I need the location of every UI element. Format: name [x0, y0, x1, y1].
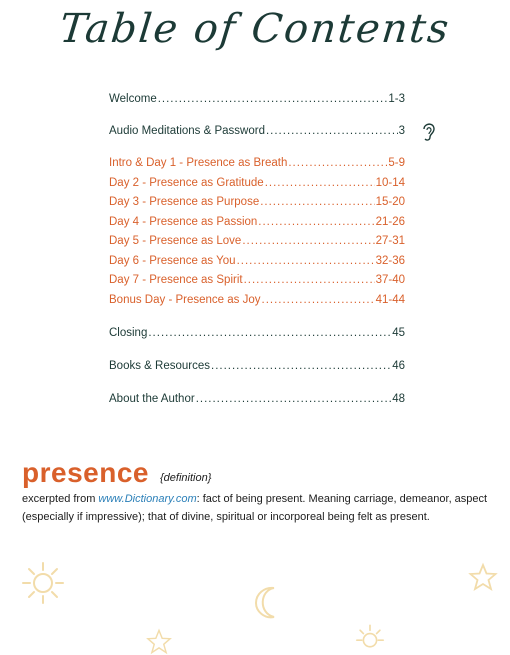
toc-entry-day-1[interactable]: [109, 155, 405, 171]
toc-leader: [148, 325, 391, 341]
toc-label: Bonus Day - Presence as Joy: [109, 294, 261, 306]
toc-entry-welcome[interactable]: [109, 91, 405, 107]
toc-pages: 1-3: [388, 93, 405, 105]
toc-label: Intro & Day 1 - Presence as Breath: [109, 157, 288, 169]
toc-label: Day 5 - Presence as Love: [109, 235, 242, 247]
toc-pages: 10-14: [375, 177, 405, 189]
moon-icon: [252, 585, 286, 621]
toc-label: Day 6 - Presence as You: [109, 255, 236, 267]
toc-leader: [260, 194, 374, 210]
toc-label: Welcome: [109, 93, 157, 105]
toc-entry-day-7[interactable]: [109, 272, 405, 288]
sun-icon: [350, 622, 390, 655]
definition-prefix: excerpted from: [22, 493, 99, 505]
toc-entry-day-3[interactable]: [109, 194, 405, 210]
toc-leader: [266, 123, 398, 139]
toc-leader: [237, 253, 375, 269]
toc-entry-closing[interactable]: [109, 325, 405, 341]
toc-pages: 27-31: [375, 235, 405, 247]
star-icon: [468, 562, 498, 592]
definition-body: : fact of being present. Meaning carriage, demeanor, aspect (especially if impressive); that of divine, spiritual or incorporeal being felt as present.: [22, 493, 488, 523]
toc-pages: 37-40: [375, 274, 405, 286]
toc-entry-day-5[interactable]: [109, 233, 405, 249]
toc-leader: [244, 272, 375, 288]
toc-leader: [262, 292, 375, 308]
toc-leader: [242, 233, 374, 249]
dictionary-link[interactable]: www.Dictionary.com: [98, 493, 197, 505]
toc-leader: [211, 358, 391, 374]
toc-entry-bonus-day[interactable]: [109, 292, 405, 308]
toc-pages: 5-9: [388, 157, 405, 169]
toc-leader: [158, 91, 388, 107]
toc-pages: 41-44: [375, 294, 405, 306]
toc-entry-about-author[interactable]: [109, 391, 405, 407]
toc-pages: 45: [392, 327, 405, 339]
toc-pages: 3: [398, 125, 405, 137]
toc-label: Closing: [109, 327, 148, 339]
toc-label: Day 3 - Presence as Purpose: [109, 196, 260, 208]
toc-label: About the Author: [109, 393, 195, 405]
toc-entry-day-4[interactable]: [109, 214, 405, 230]
toc-label: Day 7 - Presence as Spirit: [109, 274, 243, 286]
toc-leader: [288, 155, 387, 171]
toc-label: Books & Resources: [109, 360, 210, 372]
toc-label: Audio Meditations & Password: [109, 125, 265, 137]
definition-text: [22, 490, 492, 526]
toc-label: Day 2 - Presence as Gratitude: [109, 177, 264, 189]
toc-pages: 21-26: [375, 216, 405, 228]
toc-entry-books-resources[interactable]: [109, 358, 405, 374]
page-title: Table of Contents: [57, 6, 453, 52]
toc-leader: [265, 175, 375, 191]
toc-leader: [196, 391, 392, 407]
toc-pages: 32-36: [375, 255, 405, 267]
toc-pages: 48: [392, 393, 405, 405]
definition-tag: {definition}: [160, 472, 212, 484]
ear-icon: [420, 120, 438, 144]
toc-leader: [258, 214, 374, 230]
toc-pages: 46: [392, 360, 405, 372]
star-icon: [142, 628, 176, 655]
toc-entry-day-2[interactable]: [109, 175, 405, 191]
toc-entry-audio-meditations[interactable]: [109, 123, 405, 139]
definition-word: presence: [22, 457, 149, 488]
toc-entry-day-6[interactable]: [109, 253, 405, 269]
toc-label: Day 4 - Presence as Passion: [109, 216, 258, 228]
toc-pages: 15-20: [375, 196, 405, 208]
sun-icon: [20, 560, 66, 606]
